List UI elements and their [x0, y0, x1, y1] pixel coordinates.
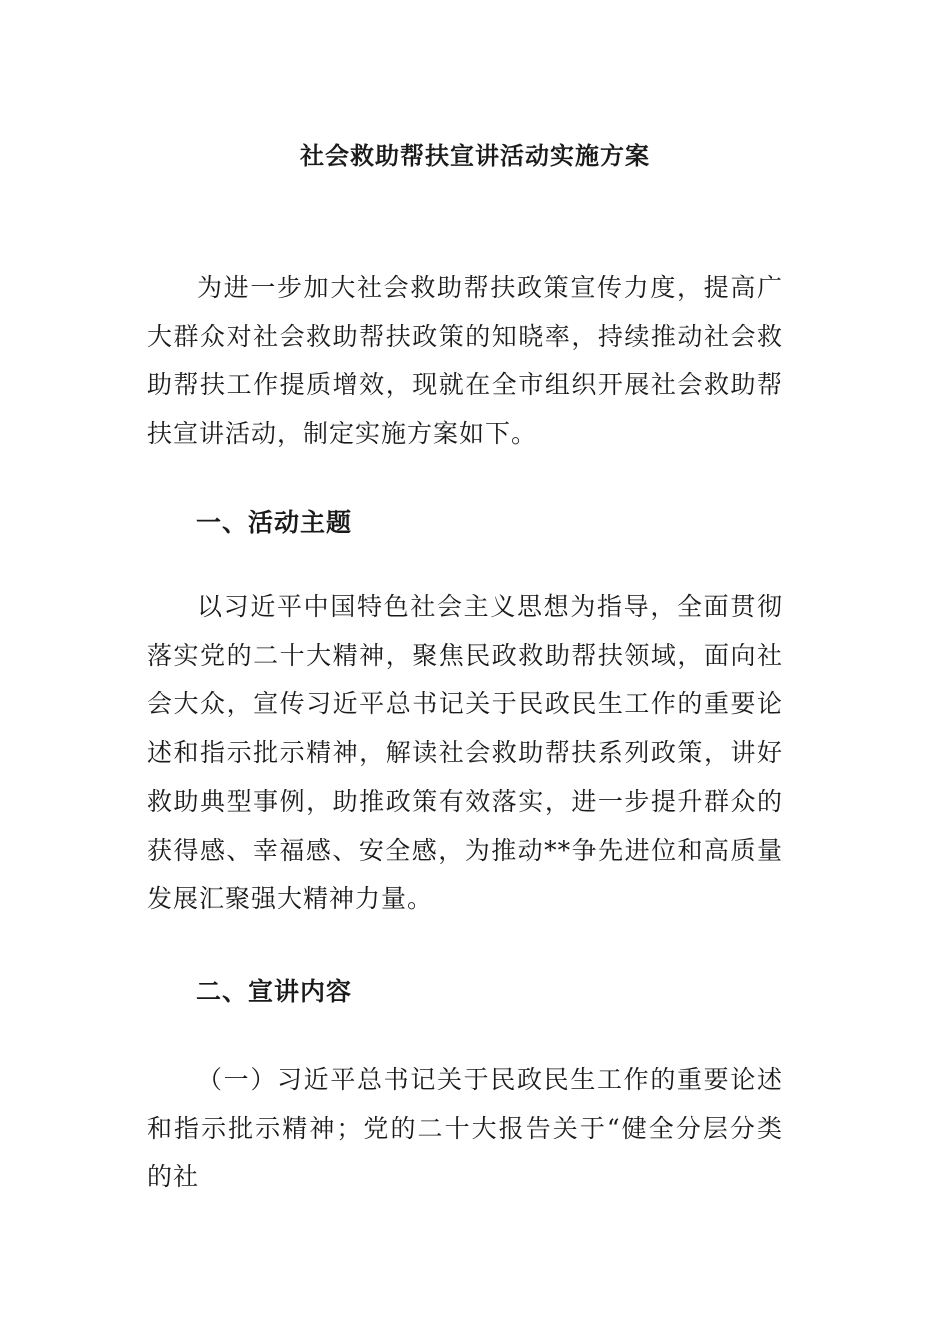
section-paragraph-content: （一）习近平总书记关于民政民生工作的重要论述和指示批示精神；党的二十大报告关于“健全分层分类的社 [147, 1065, 783, 1192]
section-heading-content: 二、宣讲内容 [196, 977, 353, 1006]
intro-paragraph: 为进一步加大社会救助帮扶政策宣传力度，提高广大群众对社会救助帮扶政策的知晓率，持续推动社会救助帮扶工作提质增效，现就在全市组织开展社会救助帮扶宣讲活动，制定实施方案如下。 [147, 273, 783, 449]
section-paragraph-theme: 以习近平中国特色社会主义思想为指导，全面贯彻落实党的二十大精神，聚焦民政救助帮扶领域，面向社会大众，宣传习近平总书记关于民政民生工作的重要论述和指示批示精神，解读社会救助帮扶系列政策，讲好救助典型事例，助推政策有效落实，进一步提升群众的获得感、幸福感、安全感，为推动**争先进位和高质量发展汇聚强大精神力量。 [147, 592, 783, 914]
section-heading-theme: 一、活动主题 [196, 508, 353, 537]
document-title: 社会救助帮扶宣讲活动实施方案 [300, 141, 650, 170]
